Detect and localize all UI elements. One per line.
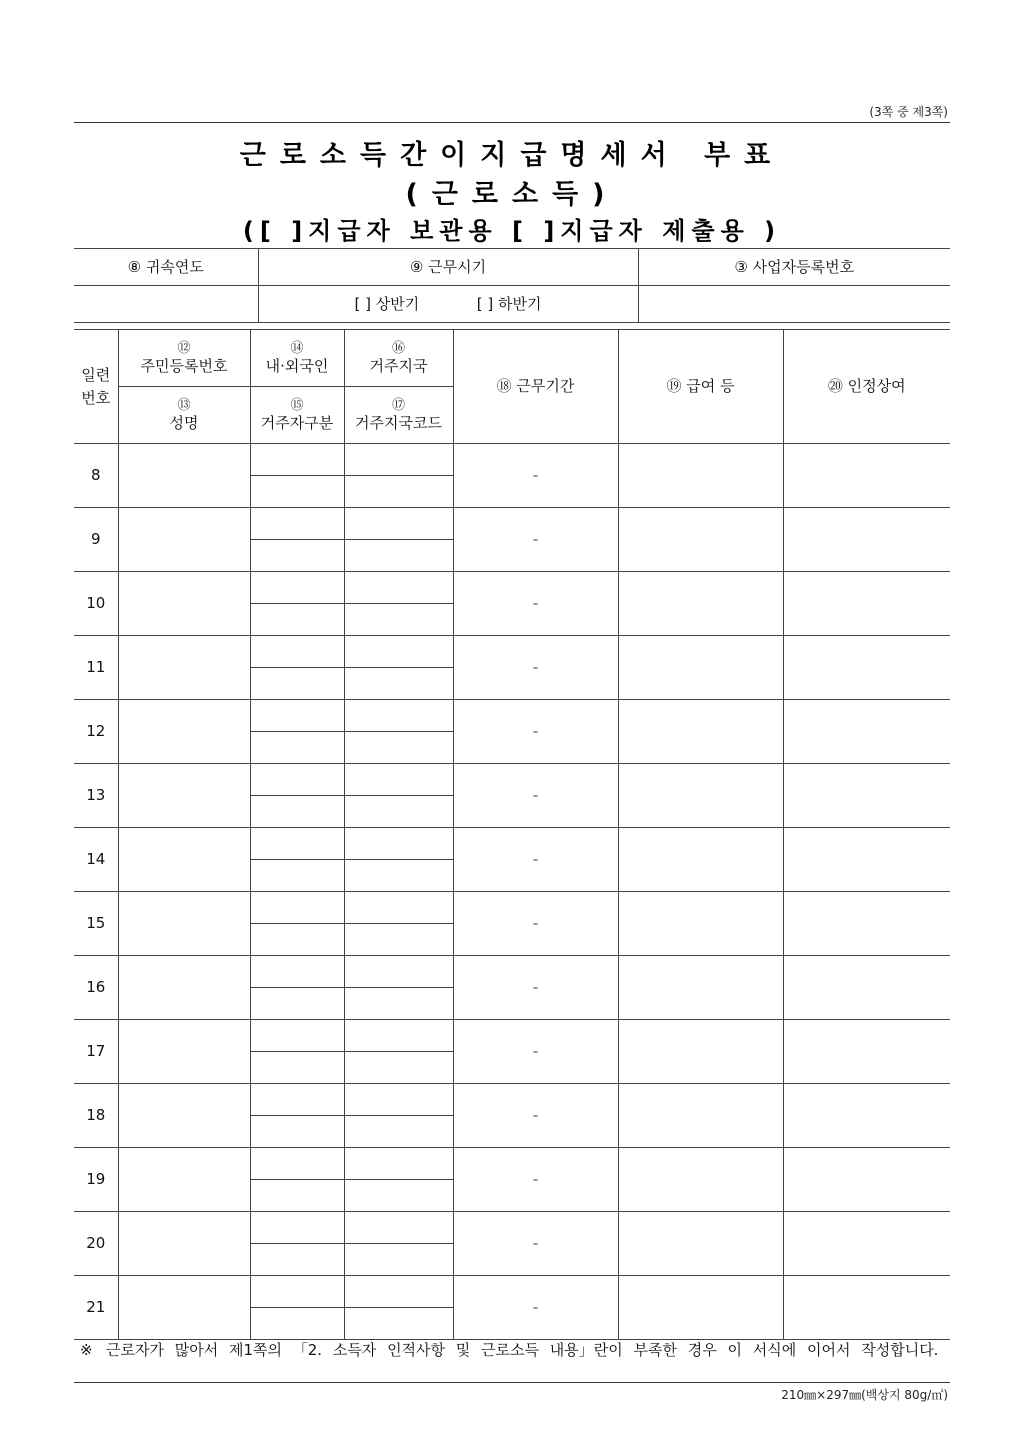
bonus-input[interactable] — [783, 828, 950, 892]
header-nationality: ⑭ 내·외국인 — [250, 330, 344, 387]
header-salary: ⑲ 급여 등 — [618, 330, 783, 444]
work-period-input[interactable]: - — [453, 1212, 618, 1276]
table-row — [74, 700, 950, 732]
nationality-input[interactable] — [250, 700, 344, 732]
nationality-input[interactable] — [250, 572, 344, 604]
name-id-input[interactable] — [118, 1148, 250, 1212]
serial-cell: 10 — [74, 572, 118, 636]
paper-spec: 210㎜×297㎜(백상지 80g/㎡) — [781, 1388, 948, 1402]
header-bonus: ⑳ 인정상여 — [783, 330, 950, 444]
serial-cell: 16 — [74, 956, 118, 1020]
nationality-input[interactable] — [250, 1276, 344, 1308]
info-table — [74, 248, 950, 323]
name-id-input[interactable] — [118, 572, 250, 636]
serial-cell: 20 — [74, 1212, 118, 1276]
name-id-input[interactable] — [118, 444, 250, 508]
table-row — [74, 1148, 950, 1180]
form-copy-type: ([ ]지급자 보관용 [ ]지급자 제출용 ) — [242, 217, 782, 245]
residence-country-input[interactable] — [344, 572, 453, 604]
bonus-input[interactable] — [783, 1148, 950, 1212]
residence-country-input[interactable] — [344, 1020, 453, 1052]
work-period-input[interactable]: - — [453, 956, 618, 1020]
bottom-rule — [74, 1382, 950, 1383]
table-row — [74, 1212, 950, 1244]
serial-cell: 15 — [74, 892, 118, 956]
salary-input[interactable] — [618, 1212, 783, 1276]
header-residence-code: ⑰ 거주지국코드 — [344, 387, 453, 444]
name-id-input[interactable] — [118, 700, 250, 764]
residence-code-input[interactable] — [344, 540, 453, 572]
name-id-input[interactable] — [118, 956, 250, 1020]
bonus-input[interactable] — [783, 764, 950, 828]
header-resident-number: ⑫ 주민등록번호 — [118, 330, 250, 387]
residence-code-input[interactable] — [344, 1244, 453, 1276]
nationality-input[interactable] — [250, 892, 344, 924]
resident-type-input[interactable] — [250, 732, 344, 764]
serial-cell: 21 — [74, 1276, 118, 1340]
salary-input[interactable] — [618, 1276, 783, 1340]
footnote — [74, 1340, 950, 1361]
nationality-input[interactable] — [250, 1084, 344, 1116]
name-id-input[interactable] — [118, 1212, 250, 1276]
footnote-mark: ※ — [80, 1341, 93, 1359]
residence-country-input[interactable] — [344, 828, 453, 860]
serial-cell: 13 — [74, 764, 118, 828]
nationality-input[interactable] — [250, 1148, 344, 1180]
serial-cell: 12 — [74, 700, 118, 764]
bonus-input[interactable] — [783, 444, 950, 508]
table-row — [74, 1084, 950, 1116]
residence-country-input[interactable] — [344, 636, 453, 668]
residence-code-input[interactable] — [344, 732, 453, 764]
residence-country-input[interactable] — [344, 444, 453, 476]
table-row — [74, 892, 950, 924]
page-number: (3쪽 중 제3쪽) — [869, 105, 948, 119]
period-choice[interactable] — [258, 286, 638, 323]
work-period-input[interactable]: - — [453, 1020, 618, 1084]
residence-country-input[interactable] — [344, 1084, 453, 1116]
name-id-input[interactable] — [118, 636, 250, 700]
employee-table — [74, 329, 950, 1340]
bonus-input[interactable] — [783, 1020, 950, 1084]
serial-cell: 18 — [74, 1084, 118, 1148]
period-label: ⑨ 근무시기 — [258, 249, 638, 286]
residence-code-input[interactable] — [344, 860, 453, 892]
salary-input[interactable] — [618, 444, 783, 508]
residence-code-input[interactable] — [344, 1180, 453, 1212]
name-id-input[interactable] — [118, 828, 250, 892]
footnote-text: 근로자가 많아서 제1쪽의 「2. 소득자 인적사항 및 근로소득 내용」란이 부족한 경우 이 서식에 이어서 작성합니다. — [106, 1341, 939, 1359]
bonus-input[interactable] — [783, 508, 950, 572]
salary-input[interactable] — [618, 636, 783, 700]
nationality-input[interactable] — [250, 1020, 344, 1052]
resident-type-input[interactable] — [250, 924, 344, 956]
serial-cell: 11 — [74, 636, 118, 700]
year-input[interactable] — [74, 286, 258, 323]
nationality-input[interactable] — [250, 764, 344, 796]
header-name: ⑬ 성명 — [118, 387, 250, 444]
table-row — [74, 1276, 950, 1308]
nationality-input[interactable] — [250, 444, 344, 476]
work-period-input[interactable]: - — [453, 572, 618, 636]
salary-input[interactable] — [618, 1148, 783, 1212]
residence-country-input[interactable] — [344, 700, 453, 732]
salary-input[interactable] — [618, 828, 783, 892]
serial-cell: 9 — [74, 508, 118, 572]
residence-code-input[interactable] — [344, 476, 453, 508]
resident-type-input[interactable] — [250, 1180, 344, 1212]
nationality-input[interactable] — [250, 508, 344, 540]
serial-cell: 17 — [74, 1020, 118, 1084]
bonus-input[interactable] — [783, 892, 950, 956]
work-period-input[interactable]: - — [453, 1084, 618, 1148]
table-row — [74, 956, 950, 988]
residence-country-input[interactable] — [344, 764, 453, 796]
resident-type-input[interactable] — [250, 1116, 344, 1148]
table-row — [74, 1020, 950, 1052]
year-label: ⑧ 귀속연도 — [74, 249, 258, 286]
resident-type-input[interactable] — [250, 540, 344, 572]
residence-country-input[interactable] — [344, 1148, 453, 1180]
nationality-input[interactable] — [250, 636, 344, 668]
header-resident-type: ⑮ 거주자구분 — [250, 387, 344, 444]
top-rule — [74, 122, 950, 123]
serial-cell: 14 — [74, 828, 118, 892]
work-period-input[interactable]: - — [453, 1276, 618, 1340]
name-id-input[interactable] — [118, 892, 250, 956]
residence-code-input[interactable] — [344, 1052, 453, 1084]
residence-code-input[interactable] — [344, 988, 453, 1020]
second-half-checkbox[interactable]: [ ] 하반기 — [476, 294, 542, 313]
resident-type-input[interactable] — [250, 604, 344, 636]
resident-type-input[interactable] — [250, 796, 344, 828]
nationality-input[interactable] — [250, 956, 344, 988]
bonus-input[interactable] — [783, 572, 950, 636]
header-work-period: ⑱ 근무기간 — [453, 330, 618, 444]
work-period-input[interactable]: - — [453, 892, 618, 956]
header-residence-country: ⑯ 거주지국 — [344, 330, 453, 387]
residence-code-input[interactable] — [344, 796, 453, 828]
work-period-input[interactable]: - — [453, 636, 618, 700]
work-period-input[interactable]: - — [453, 828, 618, 892]
resident-type-input[interactable] — [250, 860, 344, 892]
header-serial: 일련번호 — [74, 330, 118, 444]
bonus-input[interactable] — [783, 700, 950, 764]
nationality-input[interactable] — [250, 1212, 344, 1244]
salary-input[interactable] — [618, 892, 783, 956]
bonus-input[interactable] — [783, 636, 950, 700]
work-period-input[interactable]: - — [453, 508, 618, 572]
table-row — [74, 764, 950, 796]
salary-input[interactable] — [618, 1084, 783, 1148]
table-row — [74, 508, 950, 540]
nationality-input[interactable] — [250, 828, 344, 860]
serial-cell: 8 — [74, 444, 118, 508]
name-id-input[interactable] — [118, 764, 250, 828]
resident-type-input[interactable] — [250, 1244, 344, 1276]
biz-number-label: ③ 사업자등록번호 — [638, 249, 950, 286]
bonus-input[interactable] — [783, 1212, 950, 1276]
name-id-input[interactable] — [118, 1276, 250, 1340]
work-period-input[interactable]: - — [453, 764, 618, 828]
salary-input[interactable] — [618, 508, 783, 572]
resident-type-input[interactable] — [250, 476, 344, 508]
form-title: 근로소득간이지급명세서 부표 — [239, 140, 785, 171]
resident-type-input[interactable] — [250, 668, 344, 700]
residence-code-input[interactable] — [344, 924, 453, 956]
residence-country-input[interactable] — [344, 956, 453, 988]
salary-input[interactable] — [618, 1020, 783, 1084]
salary-input[interactable] — [618, 956, 783, 1020]
bonus-input[interactable] — [783, 1084, 950, 1148]
resident-type-input[interactable] — [250, 1308, 344, 1340]
table-row — [74, 572, 950, 604]
table-row — [74, 636, 950, 668]
salary-input[interactable] — [618, 764, 783, 828]
serial-cell: 19 — [74, 1148, 118, 1212]
first-half-checkbox[interactable]: [ ] 상반기 — [354, 294, 420, 313]
residence-code-input[interactable] — [344, 604, 453, 636]
name-id-input[interactable] — [118, 1084, 250, 1148]
residence-code-input[interactable] — [344, 1308, 453, 1340]
work-period-input[interactable]: - — [453, 444, 618, 508]
form-subtitle: (근로소득) — [405, 179, 619, 210]
residence-code-input[interactable] — [344, 668, 453, 700]
table-row — [74, 444, 950, 476]
bonus-input[interactable] — [783, 956, 950, 1020]
resident-type-input[interactable] — [250, 988, 344, 1020]
residence-country-input[interactable] — [344, 1276, 453, 1308]
residence-country-input[interactable] — [344, 1212, 453, 1244]
resident-type-input[interactable] — [250, 1052, 344, 1084]
table-row — [74, 828, 950, 860]
work-period-input[interactable]: - — [453, 700, 618, 764]
salary-input[interactable] — [618, 572, 783, 636]
residence-code-input[interactable] — [344, 1116, 453, 1148]
residence-country-input[interactable] — [344, 892, 453, 924]
work-period-input[interactable]: - — [453, 1148, 618, 1212]
residence-country-input[interactable] — [344, 508, 453, 540]
name-id-input[interactable] — [118, 508, 250, 572]
name-id-input[interactable] — [118, 1020, 250, 1084]
biz-number-input[interactable] — [638, 286, 950, 323]
salary-input[interactable] — [618, 700, 783, 764]
bonus-input[interactable] — [783, 1276, 950, 1340]
